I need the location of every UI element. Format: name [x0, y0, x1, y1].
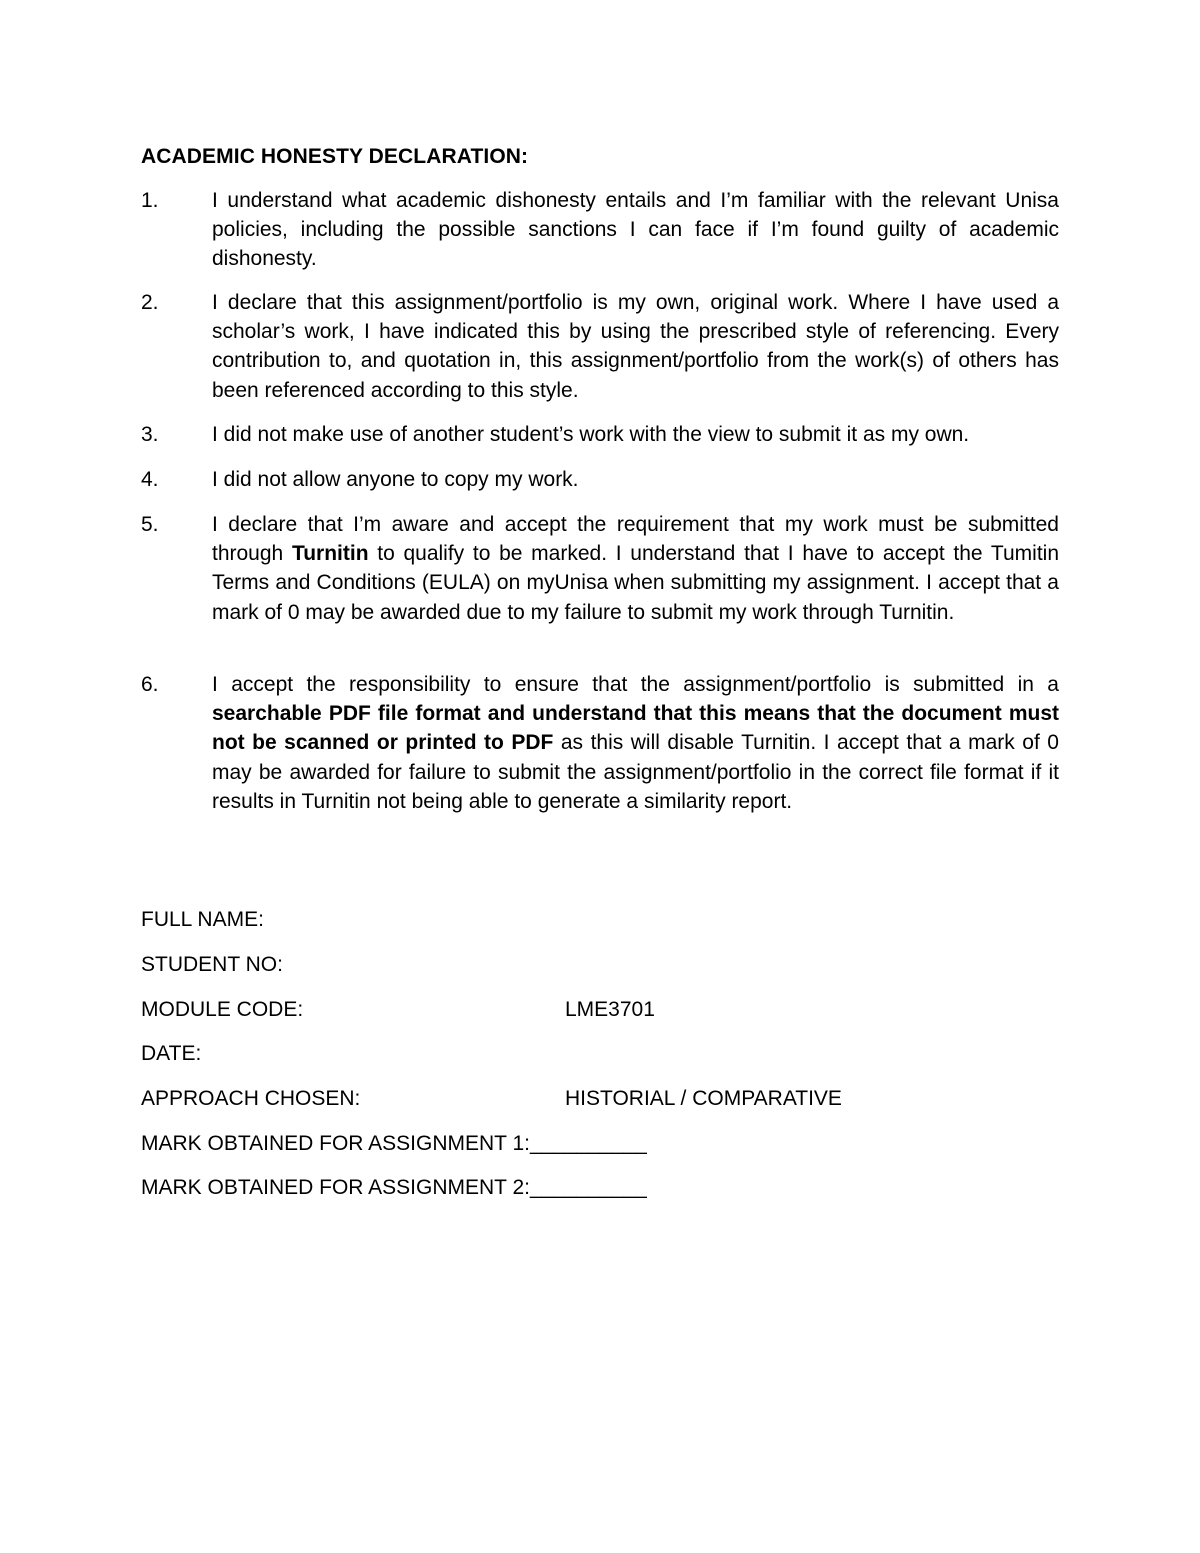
full-name-label: FULL NAME: — [141, 908, 264, 931]
item-text: I declare that this assignment/portfolio is my own, original work. Where I have used a scholar’s work, I have indicated this by using the prescribed style of referencing. Every contribution to, and quotation in, this assignment/portfolio from the work(s) of others has been referenced according to this style. — [212, 291, 1059, 402]
item-number: 1. — [141, 189, 159, 212]
approach-label: APPROACH CHOSEN: — [141, 1087, 361, 1110]
declaration-item-1 — [141, 186, 1059, 274]
module-code-label: MODULE CODE: — [141, 998, 304, 1021]
declaration-title: ACADEMIC HONESTY DECLARATION: — [141, 145, 529, 168]
mark-assignment-1: MARK OBTAINED FOR ASSIGNMENT 1:__________ — [141, 1132, 647, 1155]
item-text-bold: Turnitin — [291, 542, 369, 566]
declaration-item-2 — [141, 288, 1059, 405]
item-text-end: as this will disable Turnitin. I accept that a mark of 0 may be awarded for failure to submit the assignment/portfolio in the correct file format if it results in Turnitin not being able to generate a similarity report. — [212, 731, 1059, 813]
item-text-bold: searchable PDF file format and understand that this means that the document must not be scanned or printed to PDF — [212, 702, 1059, 755]
item-text: I understand what academic dishonesty entails and I’m familiar with the relevant Unisa policies, including the possible sanctions I can face if I’m found guilty of academic dishonesty. — [212, 189, 1059, 271]
declaration-item-4 — [141, 465, 1059, 494]
item-text-start: I accept the responsibility to ensure that the assignment/portfolio is submitted in a — [212, 673, 1059, 696]
item-text: I did not allow anyone to copy my work. — [212, 468, 579, 491]
item-number: 6. — [141, 673, 159, 696]
date-label: DATE: — [141, 1042, 202, 1065]
item-text-end: to qualify to be marked. I understand that I have to accept the Tumitin Terms and Conditions (EULA) on myUnisa when submitting my assignment. I accept that a mark of 0 may be awarded due to my failure to submit my work through Turnitin. — [212, 542, 1059, 624]
declaration-item-5 — [141, 510, 1059, 627]
module-code-value: LME3701 — [565, 998, 655, 1021]
approach-value: HISTORIAL / COMPARATIVE — [565, 1087, 842, 1110]
item-text — [212, 670, 1059, 816]
student-no-label: STUDENT NO: — [141, 953, 283, 976]
declaration-item-6 — [141, 670, 1059, 816]
item-text — [212, 510, 1059, 627]
mark-assignment-2: MARK OBTAINED FOR ASSIGNMENT 2:__________ — [141, 1176, 647, 1199]
item-text-start: I declare that I’m aware and accept the requirement that my work must be submitted through — [212, 513, 1059, 566]
item-number: 3. — [141, 423, 159, 446]
item-text: I did not make use of another student’s work with the view to submit it as my own. — [212, 423, 970, 446]
declaration-item-3 — [141, 420, 1059, 449]
item-number: 5. — [141, 513, 159, 536]
item-number: 2. — [141, 291, 159, 314]
item-number: 4. — [141, 468, 159, 491]
